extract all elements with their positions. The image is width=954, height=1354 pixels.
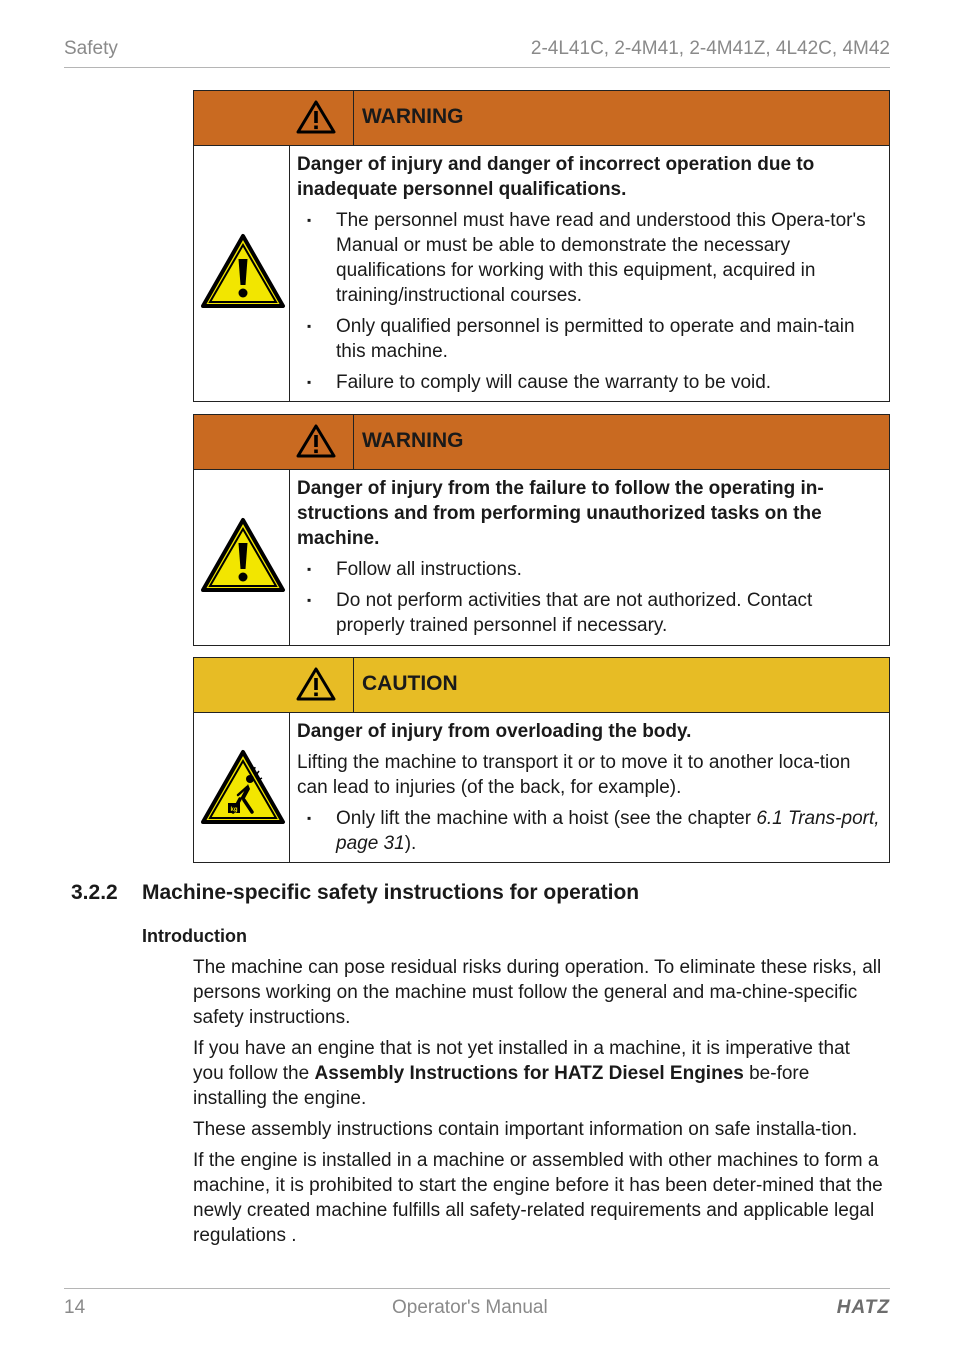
svg-text:kg: kg [230,807,238,813]
general-warning-sign-icon [200,233,286,309]
general-warning-sign-icon [200,517,286,593]
list-item: ▪ Do not perform activities that are not authorized. Contact properly trained personnel if necessary. [297,588,881,638]
section-title: Machine-specific safety instructions for operation [142,881,640,904]
warning-banner [194,91,889,146]
instruction-list [297,208,881,395]
introduction-text [193,955,883,1254]
warning-box-qualifications [193,90,890,402]
warning-banner [194,415,889,470]
instruction-list [297,557,881,638]
list-item: ▪ Follow all instructions. [297,557,881,582]
hazard-description: Lifting the machine to transport it or to move it to another loca-tion can lead to injuries (of the back, for example). [297,752,851,798]
list-item: ▪ The personnel must have read and understood this Opera-tor's Manual or must be able to demonstrate the necessary qualifications for working with this equipment, acquired in training/instructional courses. [297,208,881,308]
signal-word: CAUTION [362,672,458,695]
signal-word: WARNING [362,429,464,452]
paragraph: These assembly instructions contain important information on safe installa-tion. [193,1119,858,1140]
warning-triangle-icon [296,667,336,701]
list-item: ▪ Only lift the machine with a hoist (see the chapter 6.1 Trans-port, page 31). [297,806,881,856]
warning-triangle-icon [296,100,336,134]
list-item: ▪ Only qualified personnel is permitted to operate and main-tain this machine. [297,314,881,364]
hazard-statement: Danger of injury from overloading the body. [297,721,692,742]
paragraph: The machine can pose residual risks during operation. To eliminate these risks, all persons working on the machine must follow the general and ma-chine-specific safety instructions. [193,957,882,1028]
heavy-load-warning-icon [200,749,286,825]
header-section: Safety [64,38,118,59]
section-heading [71,881,639,905]
signal-word: WARNING [362,105,464,128]
page-header [64,38,890,68]
section-number: 3.2.2 [71,881,118,904]
header-models: 2-4L41C, 2-4M41, 2-4M41Z, 4L42C, 4M42 [530,38,890,59]
page-footer [64,1288,890,1328]
subheading-introduction: Introduction [142,926,247,946]
instruction-list [297,806,881,856]
hazard-statement: Danger of injury from the failure to follow the operating in-structions and from performing unauthorized tasks on the machine. [297,478,824,549]
footer-title: Operator's Manual [392,1297,548,1318]
paragraph: If you have an engine that is not yet installed in a machine, it is imperative that you follow the Assembly Instructions for HATZ Diesel Engines be-fore installing the engine. [193,1038,850,1109]
caution-box-overload [193,657,890,863]
warning-box-instructions [193,414,890,646]
caution-banner [194,658,889,713]
paragraph: If the engine is installed in a machine or assembled with other machines to form a machine, it is prohibited to start the engine before it has been deter-mined that the newly created machine fulfills all safety-related requirements and applicable legal regulations . [193,1150,883,1246]
page-number: 14 [64,1297,86,1318]
warning-triangle-icon [296,424,336,458]
list-item: ▪ Failure to comply will cause the warranty to be void. [297,370,881,395]
hazard-statement: Danger of injury and danger of incorrect operation due to inadequate personnel qualifications. [297,154,815,200]
chapter-reference-link[interactable]: 6.1 Trans-port, page 31 [336,808,880,854]
brand-logo: HATZ [836,1297,890,1318]
